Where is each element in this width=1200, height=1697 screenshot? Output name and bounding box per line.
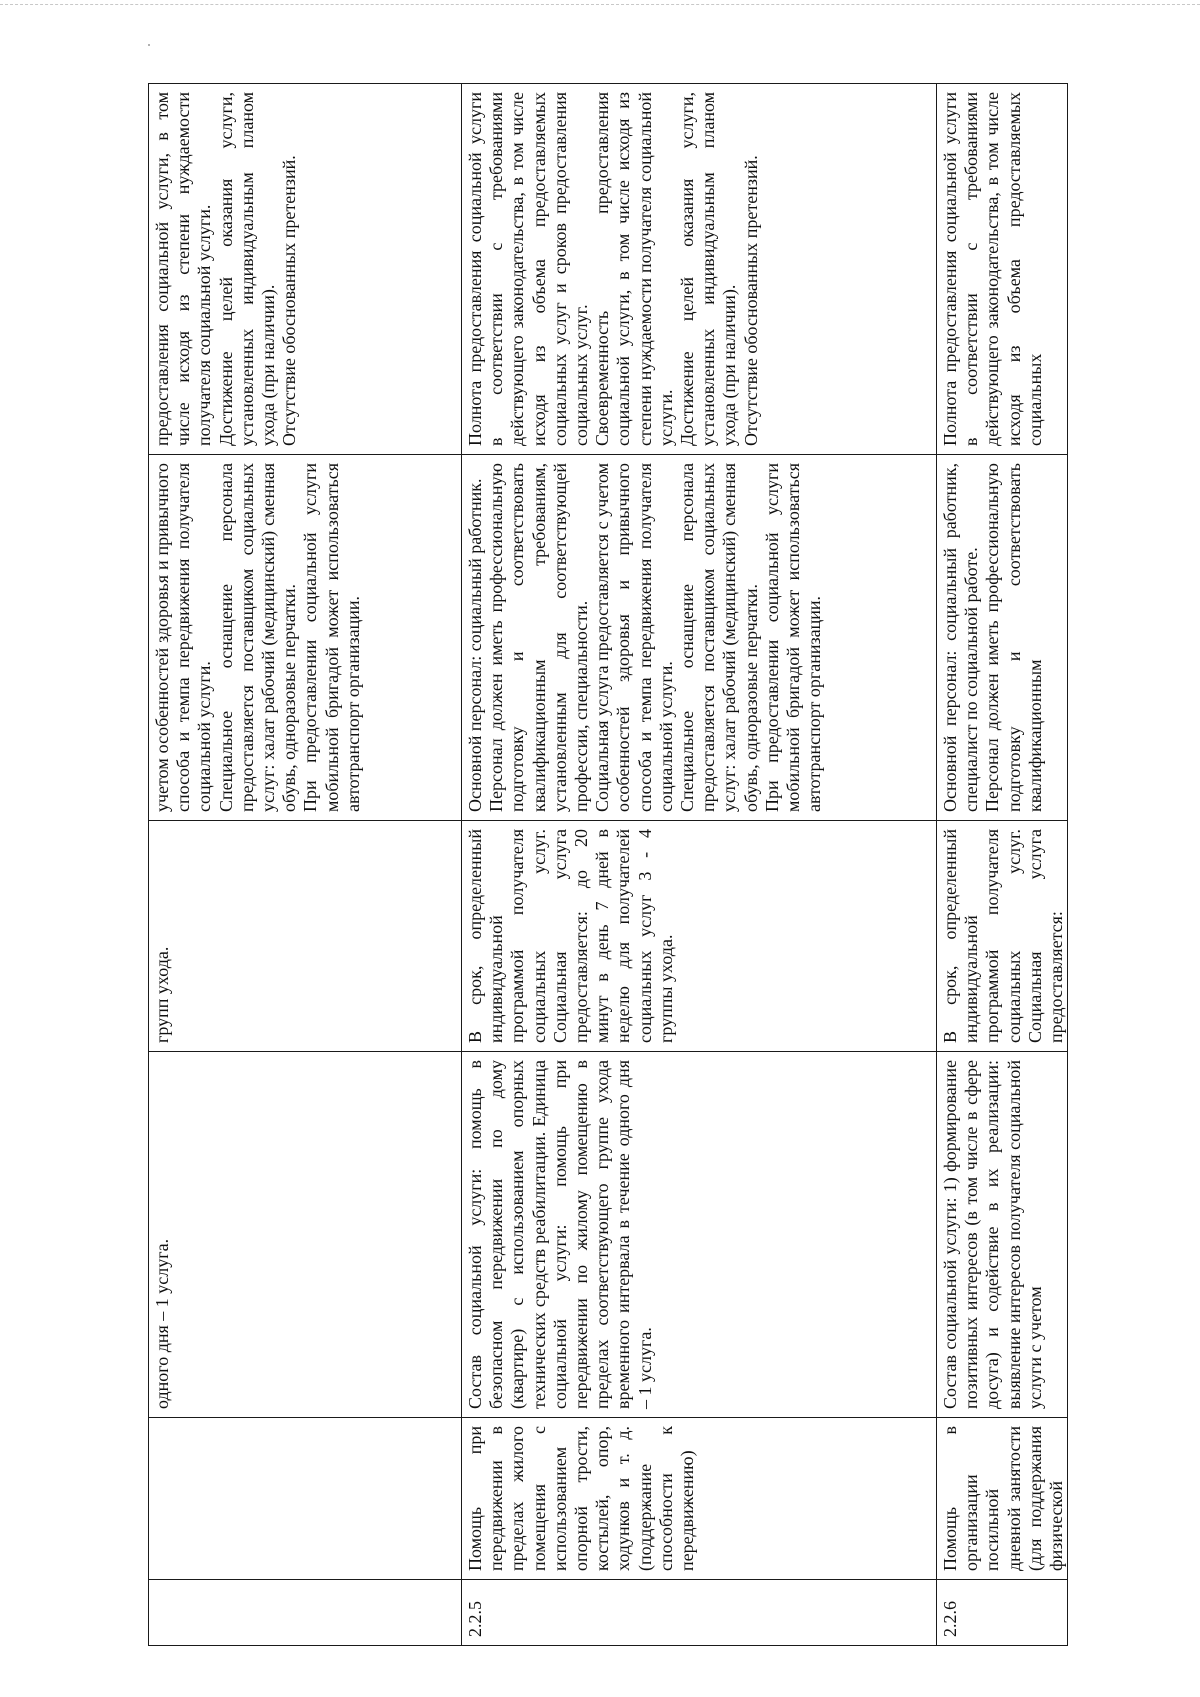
table-row [462,84,937,1646]
service-composition-cell: Состав социальной услуги: помощь в безопасном передвижении по дому (квартире) с использованием опорных технических средств реабилитации. Единица социальной услуги: помощь при передвижении по жилому помещению в пределах соответствующего группе ухода временного интервала в течение одного дня – 1 услуга. [462,1052,937,1418]
service-conditions-cell [937,455,1068,821]
service-name-cell: Помощь при передвижении в пределах жилого помещения с использованием опорной трости, костылей, опор, ходунков и т. д. (поддержание способности к передвижению) [462,1418,937,1580]
scan-page-edge [0,4,1200,5]
conditions-paragraph: Специальное оснащение персонала предоставляется поставщиком социальных услуг: халат рабочий (медицинский) сменная обувь, одноразовые перчатки. [677,463,761,812]
conditions-paragraph: При предоставлении социальной услуги мобильной бригадой может использоваться автотранспорт организации. [300,463,363,812]
conditions-paragraph: При предоставлении социальной услуги мобильной бригадой может использоваться автотранспорт организации. [761,463,825,812]
conditions-paragraph: Основной персонал: социальный работник, специалист по социальной работе. [940,463,982,812]
indicators-paragraph: Достижение целей оказания услуги, установленных индивидуальным планом ухода (при наличии). [215,92,279,446]
indicators-paragraph: Отсутствие обоснованных претензий. [279,155,300,446]
service-number-cell: 2.2.5 [462,1580,937,1646]
service-terms-cell: В срок, определенный индивидуальной программой получателя социальных услуг. Социальная услуга предоставляется: до 20 минут в день 7 дней в неделю для получателей социальных услуг 3 - 4 группы ухода. [462,821,937,1052]
service-indicators-cell [462,84,937,455]
rotated-page-frame [148,84,1067,1646]
conditions-paragraph: Персонал должен иметь профессиональную подготовку и соответствовать квалификационным [982,463,1045,812]
table-row [937,84,1068,1646]
service-conditions-cell [149,455,462,821]
service-name-cell: Помощь в организации посильной дневной занятости (для поддержания физической [937,1418,1068,1580]
indicators-paragraph: Отсутствие обоснованных претензий. [740,155,761,446]
service-number-cell [149,1580,462,1646]
conditions-paragraph: учетом особенностей здоровья и привычного способа и темпа передвижения получателя социальной услуги. [152,463,215,812]
conditions-paragraph: Специальное оснащение персонала предоставляется поставщиком социальных услуг: халат рабочий (медицинский) сменная обувь, одноразовые перчатки. [215,463,300,812]
service-number-cell: 2.2.6 [937,1580,1068,1646]
service-indicators-cell [937,84,1068,455]
scan-speck [148,44,150,46]
conditions-paragraph: Персонал должен иметь профессиональную подготовку и соответствовать квалификационным требованиям, установленным для соответствующей профессии, специальности. [486,463,592,812]
conditions-paragraph: Социальная услуга предоставляется с учетом особенностей здоровья и привычного способа и темпа передвижения получателя социальной услуги. [592,463,676,812]
service-terms-cell: В срок, определенный индивидуальной программой получателя социальных услуг. Социальная услуга предоставляется: [937,821,1068,1052]
service-conditions-cell [462,455,937,821]
services-table [148,83,1068,1646]
service-name-cell [149,1418,462,1580]
rotated-table-container [148,84,1067,1646]
indicators-paragraph: предоставления социальной услуги, в том числе исходя из степени нуждаемости получателя социальной услуги. [152,92,215,446]
service-composition-cell: одного дня – 1 услуга. [149,1052,462,1418]
table-row [149,84,462,1646]
indicators-paragraph: Полнота предоставления социальной услуги в соответствии с требованиями действующего законодательства, в том числе исходя из объема предоставляемых социальных услуг и сроков предоставления социальных услуг. [465,92,592,446]
indicators-paragraph: Достижение целей оказания услуги, установленных индивидуальным планом ухода (при наличии). [677,92,740,446]
conditions-paragraph: Основной персонал: социальный работник. [465,478,485,812]
indicators-paragraph: Полнота предоставления социальной услуги в соответствии с требованиями действующего законодательства, в том числе исходя из объема предоставляемых социальных [940,92,1045,446]
service-indicators-cell [149,84,462,455]
service-terms-cell: групп ухода. [149,821,462,1052]
indicators-paragraph: Своевременность предоставления социальной услуги, в том числе исходя из степени нуждаемости получателя социальной услуги. [592,92,676,446]
service-composition-cell: Состав социальной услуги: 1) формирование позитивных интересов (в том числе в сфере досуга) и содействие в их реализации: выявление интересов получателя социальной услуги с учетом [937,1052,1068,1418]
